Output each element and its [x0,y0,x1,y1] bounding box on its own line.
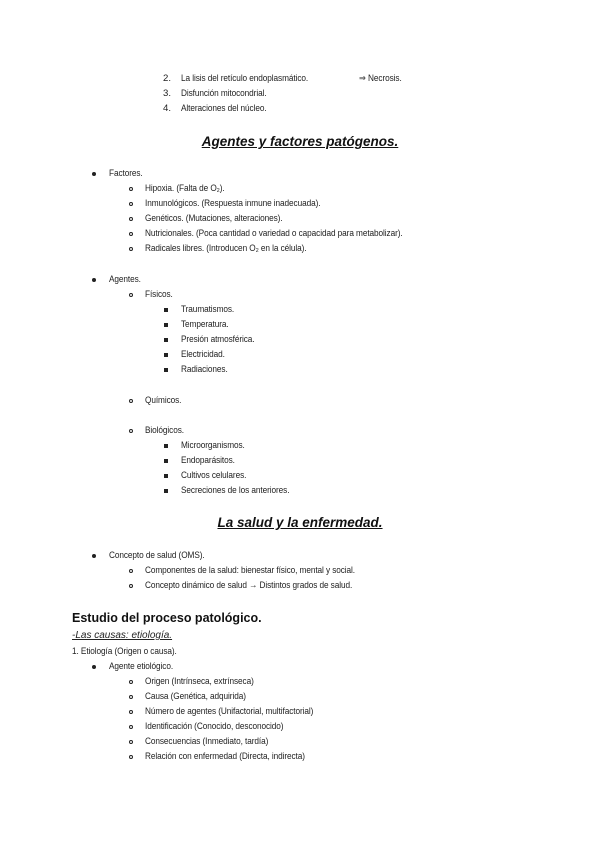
bullet-circle [129,217,133,221]
list-item: Concepto dinámico de salud → Distintos grados de salud. [145,580,353,591]
bullet-circle [129,293,133,297]
bullet-circle [129,202,133,206]
list-item: Cultivos celulares. [181,470,247,481]
bullet-circle [129,232,133,236]
list-number: 4. [163,103,172,114]
bullet-square [164,308,168,312]
bullet-circle [129,695,133,699]
list-item-agentes: Agentes. [109,274,141,285]
bullet-circle [129,429,133,433]
bullet-circle [129,740,133,744]
list-item: Secreciones de los anteriores. [181,485,290,496]
heading-agentes-factores: Agentes y factores patógenos. [201,134,399,149]
section-title: Estudio del proceso patológico. [72,611,262,625]
bullet-circle [129,569,133,573]
bullet-circle [129,247,133,251]
list-item-agente-etiologico: Agente etiológico. [109,661,174,672]
bullet-circle [129,710,133,714]
list-item-quimicos: Químicos. [145,395,182,406]
bullet-circle [129,680,133,684]
bullet-circle [129,755,133,759]
list-item: Electricidad. [181,349,225,360]
bullet-square [164,444,168,448]
list-number: 3. [163,88,172,99]
list-item: Presión atmosférica. [181,334,255,345]
bullet-disc [92,278,96,282]
heading-salud-enfermedad: La salud y la enfermedad. [217,515,383,530]
list-item-biologicos: Biológicos. [145,425,184,436]
bullet-circle [129,399,133,403]
bullet-square [164,353,168,357]
list-item: Inmunológicos. (Respuesta inmune inadecuada). [145,198,321,209]
list-item: Endoparásitos. [181,455,235,466]
bullet-circle [129,725,133,729]
bullet-disc [92,665,96,669]
list-item: La lisis del retículo endoplasmático. [181,73,309,84]
list-item-factores: Factores. [109,168,143,179]
bullet-disc [92,554,96,558]
list-item-extra: ⇒ Necrosis. [359,73,402,84]
list-item: Microorganismos. [181,440,245,451]
list-item: Radicales libres. (Introducen O₂ en la célula). [145,243,307,254]
list-item: Alteraciones del núcleo. [181,103,267,114]
bullet-square [164,338,168,342]
section-subtitle: -Las causas: etiología. [72,630,173,641]
list-item: Radiaciones. [181,364,228,375]
bullet-disc [92,172,96,176]
list-item: Causa (Genética, adquirida) [145,691,246,702]
list-item: Nutricionales. (Poca cantidad o variedad o capacidad para metabolizar). [145,228,403,239]
bullet-square [164,459,168,463]
bullet-circle [129,187,133,191]
list-item: Identificación (Conocido, desconocido) [145,721,284,732]
section-line: 1. Etiología (Origen o causa). [72,646,177,657]
list-item: Relación con enfermedad (Directa, indirecta) [145,751,305,762]
list-item: Origen (Intrínseca, extrínseca) [145,676,254,687]
list-number: 2. [163,73,172,84]
list-item: Hipoxia. (Falta de O₂). [145,183,225,194]
list-item: Genéticos. (Mutaciones, alteraciones). [145,213,283,224]
list-item: Disfunción mitocondrial. [181,88,267,99]
list-item: Número de agentes (Unifactorial, multifactorial) [145,706,314,717]
list-item-salud: Concepto de salud (OMS). [109,550,205,561]
list-item: Temperatura. [181,319,229,330]
bullet-circle [129,584,133,588]
list-item: Consecuencias (Inmediato, tardía) [145,736,269,747]
list-item: Traumatismos. [181,304,235,315]
bullet-square [164,474,168,478]
list-item: Componentes de la salud: bienestar físico, mental y social. [145,565,356,576]
bullet-square [164,323,168,327]
bullet-square [164,489,168,493]
bullet-square [164,368,168,372]
list-item-fisicos: Físicos. [145,289,173,300]
